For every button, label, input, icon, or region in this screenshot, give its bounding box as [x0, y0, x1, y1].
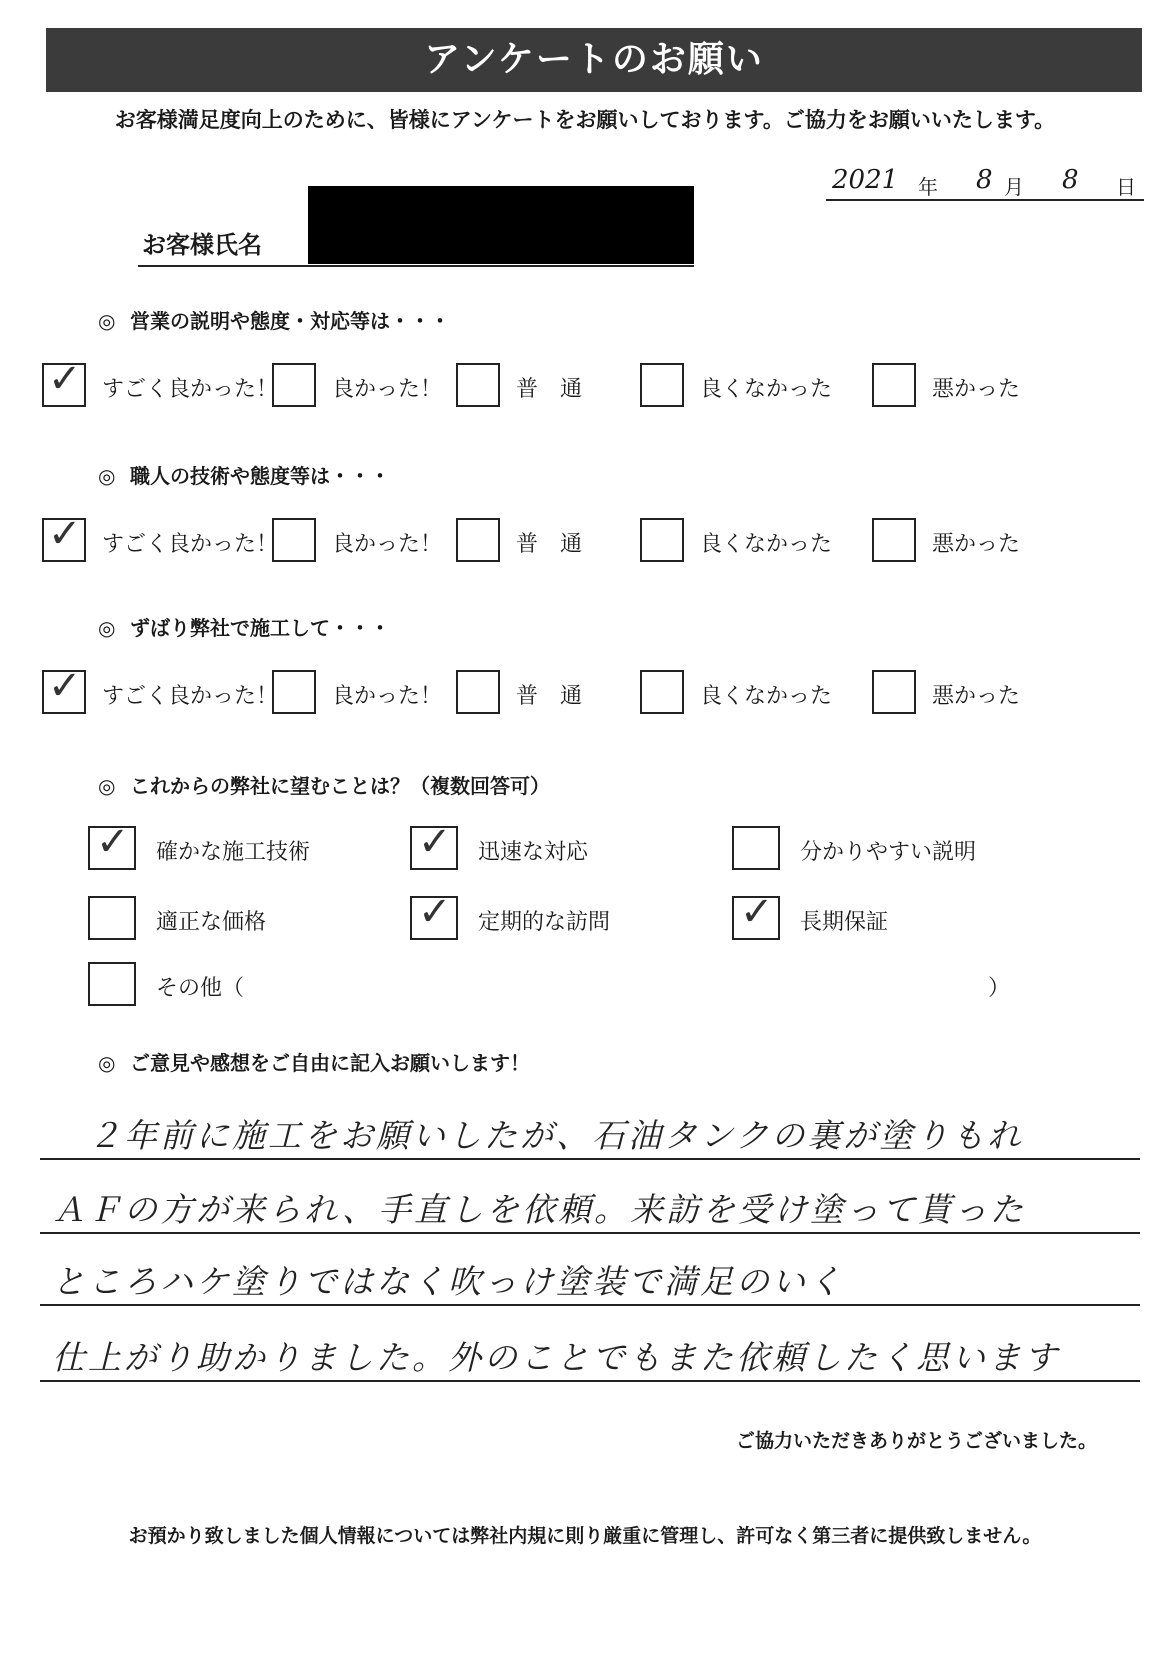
customer-name-line: [138, 265, 694, 267]
comment-line: [40, 1158, 1140, 1160]
customer-name-redaction: [308, 186, 694, 264]
rating-option[interactable]: [42, 511, 279, 562]
rating-option-label: 良くなかった: [700, 377, 833, 402]
wish-option-label: 適正な価格: [156, 910, 267, 935]
wish-option[interactable]: [732, 889, 1032, 940]
comments-title: [98, 1047, 530, 1076]
question-title-text: ずばり弊社で施工して・・・: [130, 616, 390, 640]
rating-option[interactable]: [272, 363, 472, 407]
comment-line: [40, 1380, 1140, 1382]
rating-option-label: 良かった！: [332, 532, 443, 557]
wish-other-close: ）: [988, 976, 1011, 1001]
checkbox[interactable]: [456, 670, 500, 714]
rating-option-label: 良かった！: [332, 377, 443, 402]
question-title: [98, 305, 450, 334]
check-mark-icon: ✓: [418, 889, 452, 935]
rating-option[interactable]: [872, 363, 1072, 407]
rating-option-label: 良くなかった: [700, 532, 833, 557]
rating-option[interactable]: [272, 518, 472, 562]
rating-option[interactable]: [640, 518, 840, 562]
checkbox[interactable]: [732, 826, 780, 870]
comment-text: ところハケ塗りではなく吹っけ塗装で満足のいく: [52, 1262, 844, 1301]
rating-option-label: 普 通: [516, 377, 583, 402]
wish-option-label: 定期的な訪問: [478, 910, 611, 935]
comment-line: [40, 1304, 1140, 1306]
bullet-mark: ◎: [98, 1051, 116, 1075]
wishes-title: [98, 770, 550, 799]
date-day-label: 日: [1116, 175, 1136, 199]
question-title-text: 職人の技術や態度等は・・・: [130, 464, 390, 488]
comments-title-text: ご意見や感想をご自由に記入お願いします！: [130, 1051, 530, 1075]
check-mark-icon: ✓: [48, 663, 82, 709]
wish-other-label: その他（: [156, 976, 245, 1001]
checkbox[interactable]: [640, 363, 684, 407]
checkbox[interactable]: [88, 962, 136, 1006]
date-day: 8: [1062, 165, 1079, 195]
checkbox[interactable]: [272, 518, 316, 562]
comment-text: 仕上がり助かりました。外のことでもまた依頼したく思います: [52, 1338, 1060, 1377]
check-mark-icon: ✓: [96, 819, 130, 865]
checkbox[interactable]: [640, 518, 684, 562]
wish-option[interactable]: [410, 819, 710, 870]
rating-option[interactable]: [456, 670, 656, 714]
wish-option-label: 分かりやすい説明: [800, 840, 977, 865]
checkbox[interactable]: [456, 518, 500, 562]
wish-option-other[interactable]: [88, 962, 1011, 1006]
question-title: [98, 460, 390, 489]
rating-option[interactable]: [872, 518, 1072, 562]
comment-text: ＡＦの方が来られ、手直しを依頼。来訪を受け塗って貰った: [52, 1190, 1026, 1229]
date-month: 8: [976, 165, 993, 195]
checkbox[interactable]: [410, 889, 458, 940]
checkbox[interactable]: [872, 363, 916, 407]
checkbox[interactable]: [456, 363, 500, 407]
survey-title: アンケートのお願い: [46, 28, 1142, 92]
rating-option[interactable]: [272, 670, 472, 714]
wish-option[interactable]: [88, 896, 388, 940]
date-year: 2021: [832, 165, 899, 195]
bullet-mark: ◎: [98, 464, 116, 488]
question-title-text: 営業の説明や態度・対応等は・・・: [130, 309, 450, 333]
rating-option-label: 悪かった: [932, 532, 1021, 557]
rating-option-label: 普 通: [516, 684, 583, 709]
rating-option[interactable]: [640, 670, 840, 714]
rating-option[interactable]: [640, 363, 840, 407]
rating-option-label: 良かった！: [332, 684, 443, 709]
rating-option[interactable]: [42, 663, 279, 714]
wish-option-label: 長期保証: [800, 910, 889, 935]
rating-option[interactable]: [872, 670, 1072, 714]
checkbox[interactable]: [640, 670, 684, 714]
checkbox[interactable]: [42, 356, 86, 407]
rating-option-label: 悪かった: [932, 377, 1021, 402]
wish-option[interactable]: [410, 889, 710, 940]
wish-option-label: 確かな施工技術: [156, 840, 311, 865]
check-mark-icon: ✓: [418, 819, 452, 865]
checkbox[interactable]: [410, 819, 458, 870]
bullet-mark: ◎: [98, 309, 116, 333]
date-year-label: 年: [918, 175, 938, 199]
check-mark-icon: ✓: [48, 511, 82, 557]
wish-option[interactable]: [732, 826, 1032, 870]
intro-text: お客様満足度向上のために、皆様にアンケートをお願いしております。ご協力をお願いいたします。: [114, 108, 1056, 132]
rating-option-label: すごく良かった！: [102, 532, 279, 557]
privacy-notice: お預かり致しました個人情報については弊社内規に則り厳重に管理し、許可なく第三者に提供致しません。: [128, 1525, 1042, 1547]
bullet-mark: ◎: [98, 774, 116, 798]
comment-line: [40, 1232, 1140, 1234]
rating-option-label: 悪かった: [932, 684, 1021, 709]
rating-option-label: 普 通: [516, 532, 583, 557]
checkbox[interactable]: [88, 896, 136, 940]
check-mark-icon: ✓: [740, 889, 774, 935]
date-month-label: 月: [1004, 175, 1024, 199]
rating-option-label: すごく良かった！: [102, 377, 279, 402]
wish-option-label: 迅速な対応: [478, 840, 589, 865]
rating-option-label: すごく良かった！: [102, 684, 279, 709]
rating-option[interactable]: [42, 356, 279, 407]
checkbox[interactable]: [872, 670, 916, 714]
date-field[interactable]: [826, 165, 1144, 201]
thanks-text: ご協力いただきありがとうございました。: [736, 1430, 1098, 1452]
checkbox[interactable]: [732, 889, 780, 940]
bullet-mark: ◎: [98, 616, 116, 640]
rating-option[interactable]: [456, 518, 656, 562]
customer-name-label: お客様氏名: [142, 231, 262, 259]
checkbox[interactable]: [42, 511, 86, 562]
wishes-title-text: これからの弊社に望むことは？（複数回答可）: [130, 774, 550, 798]
question-title: [98, 612, 390, 641]
rating-option[interactable]: [456, 363, 656, 407]
checkbox[interactable]: [42, 663, 86, 714]
comment-text: ２年前に施工をお願いしたが、石油タンクの裏が塗りもれ: [88, 1116, 1024, 1155]
checkbox[interactable]: [272, 363, 316, 407]
check-mark-icon: ✓: [48, 356, 82, 402]
rating-option-label: 良くなかった: [700, 684, 833, 709]
checkbox[interactable]: [88, 819, 136, 870]
checkbox[interactable]: [872, 518, 916, 562]
wish-option[interactable]: [88, 819, 388, 870]
checkbox[interactable]: [272, 670, 316, 714]
